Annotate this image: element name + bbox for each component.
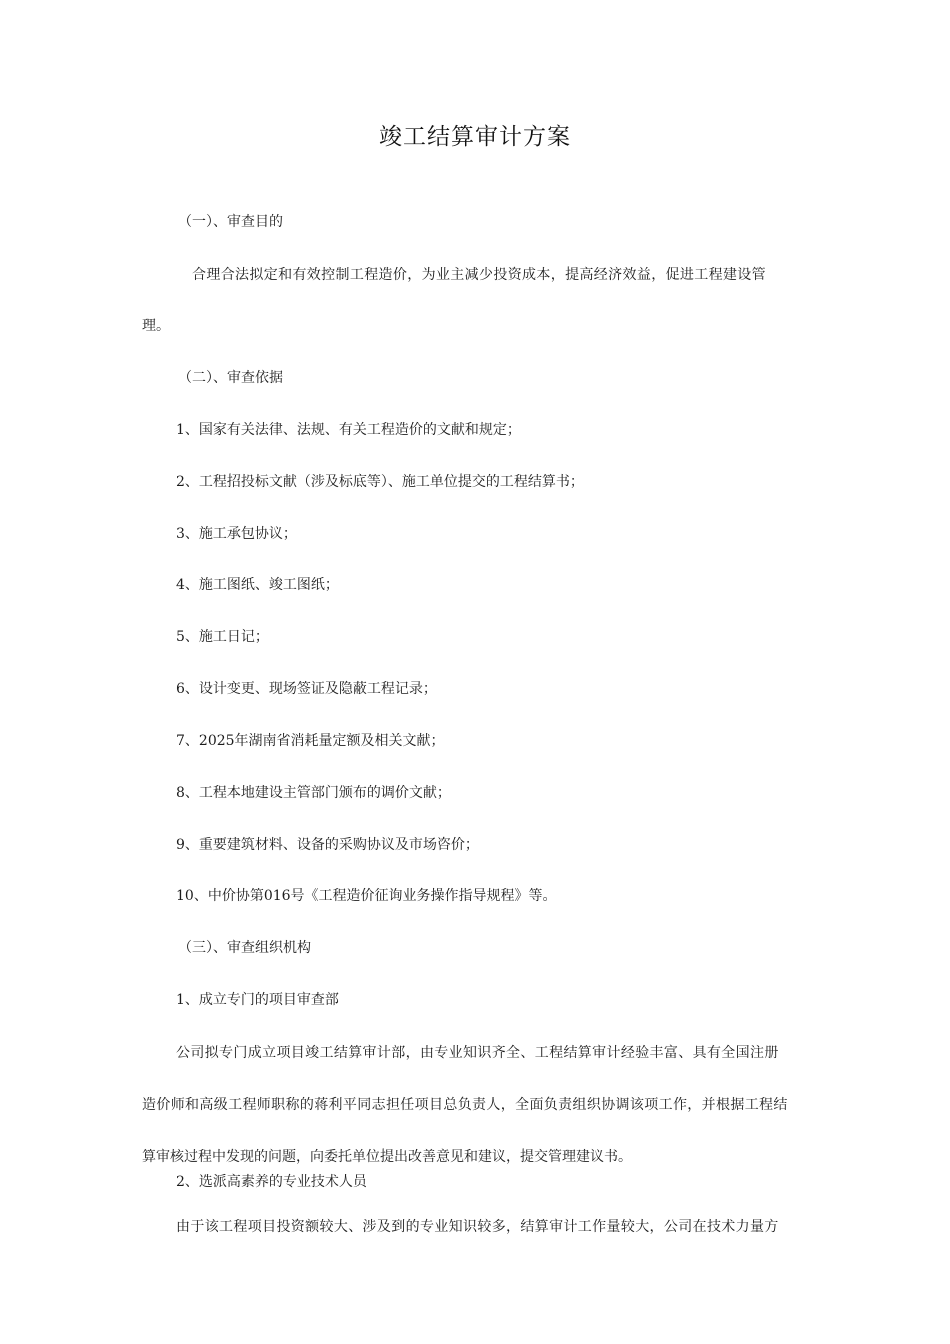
basis-item: 10、中价协第016号《工程造价征询业务操作指导规程》等。 <box>176 888 557 904</box>
purpose-paragraph-line-1: 合理合法拟定和有效控制工程造价，为业主减少投资成本，提高经济效益，促进工程建设管 <box>192 267 766 283</box>
basis-item: 9、重要建筑材料、设备的采购协议及市场咨价； <box>176 837 479 853</box>
basis-item: 3、施工承包协议； <box>176 526 297 542</box>
basis-item: 5、施工日记； <box>176 629 269 645</box>
document-title: 竣工结算审计方案 <box>379 124 571 150</box>
basis-item: 2、工程招投标文献（涉及标底等）、施工单位提交的工程结算书； <box>176 474 584 490</box>
organization-sub2-paragraph-line-1: 由于该工程项目投资额较大、涉及到的专业知识较多，结算审计工作量较大，公司在技术力量方 <box>176 1219 779 1235</box>
basis-item: 6、设计变更、现场签证及隐蔽工程记录； <box>176 681 437 697</box>
basis-item: 1、国家有关法律、法规、有关工程造价的文献和规定； <box>176 422 521 438</box>
basis-item: 4、施工图纸、竣工图纸； <box>176 577 339 593</box>
section-heading-purpose: （一）、审查目的 <box>178 214 283 230</box>
organization-sub1-paragraph-line-1: 公司拟专门成立项目竣工结算审计部，由专业知识齐全、工程结算审计经验丰富、具有全国注册 <box>176 1045 779 1061</box>
section-heading-organization: （三）、审查组织机构 <box>178 940 311 956</box>
organization-sub1-paragraph-line-2: 造价师和高级工程师职称的蒋利平同志担任项目总负责人，全面负责组织协调该项工作，并根据工程结 <box>142 1097 788 1113</box>
organization-sub2-heading: 2、选派高素养的专业技术人员 <box>176 1174 367 1190</box>
organization-sub1-heading: 1、成立专门的项目审查部 <box>176 992 339 1008</box>
organization-sub1-paragraph-line-3: 算审核过程中发现的问题，向委托单位提出改善意见和建议，提交管理建议书。 <box>142 1149 632 1165</box>
basis-item: 8、工程本地建设主管部门颁布的调价文献； <box>176 785 451 801</box>
basis-item: 7、2025年湖南省消耗量定额及相关文献； <box>176 733 445 749</box>
section-heading-basis: （二）、审查依据 <box>178 370 283 386</box>
purpose-paragraph-line-2: 理。 <box>142 318 170 334</box>
